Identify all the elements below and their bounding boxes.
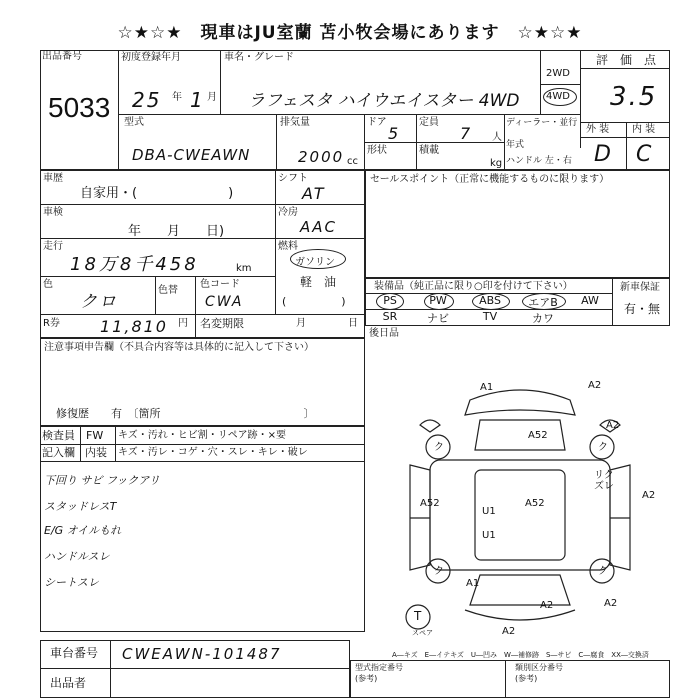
equipment-label: 装備品（純正品に限り○印を付けて下さい） [374,281,573,292]
sales-point-frame [365,170,670,278]
sales-point-label: セールスポイント（正常に機能するものに限ります） [370,174,610,185]
displacement-value: 2000 [298,148,345,166]
equip-ps-circle [376,293,404,310]
handwritten-note-3: E/G オイルもれ [44,524,122,537]
diagram-mark-a1-top: A1 [480,382,494,393]
inspection-value: 年 月 日) [128,224,225,239]
right-side-note: リク ズレ [594,470,614,492]
diagram-mark-wheel-fr: ク [598,442,608,453]
score-value: 3.5 [610,82,658,112]
equip-pw-circle [424,293,454,310]
equip-aw: AW [581,294,599,307]
venue-banner: ☆★☆★ 現車はJU室蘭 苫小牧会場にあります ☆★☆★ [117,23,583,43]
lot-number: 5033 [48,92,111,123]
diagram-mark-u1-a: U1 [482,506,496,517]
equip-ps: PS [383,294,397,307]
history-label: 車歴 [43,173,63,184]
diagram-mark-a2-right: A2 [606,420,620,431]
first-reg-label: 初度登録年月 [121,52,181,63]
year-type-label: 年式 [506,140,525,150]
history-value: 自家用・( ) [80,186,234,201]
score-label: 評 価 点 [596,53,657,67]
diagram-mark-a2-right2: A2 [642,490,656,501]
aircon-label: 冷房 [278,207,298,218]
inspector-label: 検査員 [42,429,75,442]
diagram-mark-a1-rear: A1 [466,578,480,589]
equip-abs: ABS [479,294,501,307]
classification-label: 類別区分番号 (参考) [515,663,563,683]
color-change-label: 色替 [158,285,178,296]
back-seat-label: 後日品 [369,328,399,339]
capacity-label: 定員 [419,117,439,128]
diagram-mark-wheel-fl: ク [434,442,444,453]
handwritten-note-5: シートスレ [44,576,99,589]
inspection-label: 車検 [43,207,63,218]
capacity-value: 7 [460,124,473,143]
interior-value: C [636,142,654,167]
new-warranty-label: 新車保証 [620,282,660,293]
codes-row-2: キズ・汚レ・コゲ・穴・スレ・キレ・破レ [118,447,308,458]
yen-unit: 円 [178,318,188,329]
year-unit: 年 [172,92,182,103]
diagram-mark-a2-rear: A2 [540,600,554,611]
interior-label: 内 装 [632,124,656,135]
car-name-value: ラフェスタ ハイウエイスター 4WD [248,91,520,111]
person-unit: 人 [492,132,502,143]
cc-unit: cc [347,156,358,167]
diagram-mark-a52-hood: A52 [528,430,548,441]
month-unit: 月 [207,92,217,103]
equip-leather: カワ [532,312,554,325]
doors-label: ドア [367,117,387,128]
aircon-value: AAC [300,218,337,236]
kg-unit: kg [490,158,503,169]
name-change-day: 日 [348,318,358,329]
color-code-value: CWA [205,294,244,310]
km-unit: km [236,263,252,274]
notes-label: 注意事項申告欄（不具合内容等は具体的に記入して下さい） [44,342,314,353]
drive-4wd: 4WD [546,91,570,102]
diagram-mark-a2-top: A2 [588,380,602,391]
fuel-gas: ガソリン [295,257,335,268]
equip-sr: SR [382,310,398,323]
type-designation-label: 型式指定番号 (参考) [355,663,403,683]
model-value: DBA-CWEAWN [132,146,251,164]
name-change-label: 名変期限 [200,317,244,330]
chassis-value: CWEAWN-101487 [122,645,282,663]
lot-label: 出品番号 [42,51,82,62]
equip-abs-circle [472,293,510,310]
equip-navi: ナビ [427,312,449,325]
fuel-label: 燃料 [278,241,298,252]
shift-value: AT [302,184,326,203]
fuel-diesel: 軽 油 [300,275,337,289]
diagram-mark-a2-rr: A2 [604,598,618,609]
diagram-mark-a52-roof: A52 [525,498,545,509]
doors-value: 5 [388,124,401,143]
drive-2wd: 2WD [546,68,570,79]
dealer-label: ディーラー・並行 [506,118,578,128]
handwritten-note-4: ハンドルスレ [44,550,110,563]
repair-label: 修復歴 有 〔箇所 〕 [56,407,315,420]
car-name-label: 車名・グレード [224,52,294,63]
shift-label: シフト [278,173,308,184]
diagram-mark-wheel-rr: ク [598,566,608,577]
equip-airbag: エアB [528,296,558,309]
color-code-label: 色コード [200,279,240,290]
chassis-label: 車台番号 [50,646,99,660]
handle-label: ハンドル 左・右 [506,156,572,166]
mileage-label: 走行 [43,241,63,252]
displacement-label: 排気量 [280,117,310,128]
warranty-value: 有・無 [624,302,661,316]
auction-label: 出品者 [50,676,87,690]
diagram-mark-u1-b: U1 [482,530,496,541]
equip-pw: PW [429,294,447,307]
fuel-paren: ( ) [282,295,346,308]
color-label: 色 [43,279,53,290]
damage-legend: A―キズ E―イテキズ U―凹み W―補修跡 S―サビ C―腐食 XX―交換済 [392,651,649,659]
first-reg-year: 25 [132,88,162,112]
fuel-gas-circle [290,249,346,269]
model-label: 型式 [124,117,144,128]
handwritten-note-2: スタッドレスT [44,500,117,513]
r-value: 11,810 [100,317,168,336]
shape-label: 形状 [367,145,387,156]
spare-label: スペア [412,629,433,637]
recorder-label: 記入欄 [42,446,75,459]
codes-row-1: キズ・汚れ・ヒビ割・リペア跡・×要 [118,430,286,441]
equip-airbag-circle [522,293,566,310]
color-value: クロ [80,292,118,312]
exterior-value: D [594,142,613,167]
load-label: 積載 [419,145,439,156]
diagram-mark-wheel-rl: ク [434,566,444,577]
diagram-mark-spare-t: T [414,609,422,623]
fw-label: FW [86,429,104,442]
diagram-mark-a52-left: A52 [420,498,440,509]
mileage-value: 18万8千458 [70,254,199,275]
first-reg-month: 1 [190,88,205,112]
car-damage-diagram [370,370,670,640]
r-label: R券 [43,318,60,329]
interior-mark-label: 内装 [85,446,107,459]
diagram-mark-a2-bottom: A2 [502,626,516,637]
handwritten-note-1: 下回り サビ フックアリ [44,474,160,487]
equip-tv: TV [482,310,498,323]
name-change-month: 月 [296,318,306,329]
exterior-label: 外 装 [586,124,610,135]
